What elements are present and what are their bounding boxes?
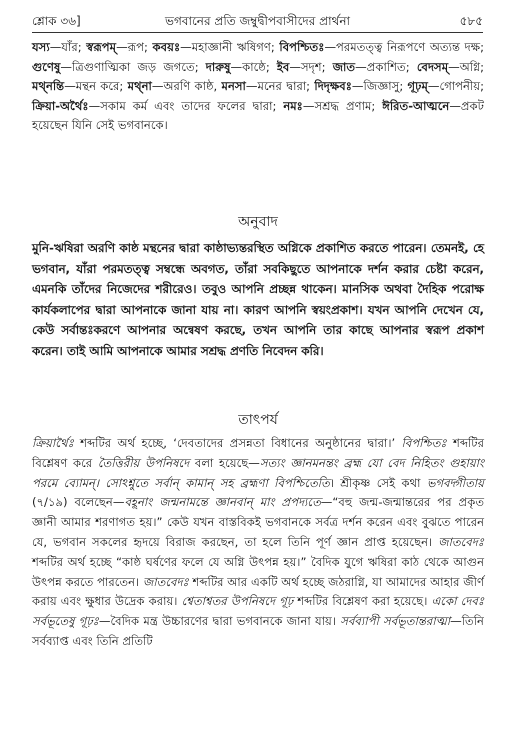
sanskrit-term: বিপশ্চিতঃ <box>401 436 447 450</box>
term: দিদৃক্ষবঃ <box>314 79 352 93</box>
meaning: —মন্থন করে; <box>64 79 128 93</box>
purport-block <box>32 434 484 652</box>
word-meanings-paragraph <box>32 38 484 136</box>
sanskrit-quote: বহূনাং জন্মনামন্তে জ্ঞানবান্ মাং প্রপদ্যতে <box>124 495 321 510</box>
meaning: —কাষ্ঠে; <box>230 59 277 74</box>
meaning: —মনের দ্বারা; <box>245 79 315 93</box>
sanskrit-term: সর্বব্যাপী সর্বভূতান্তরাত্মা <box>340 614 451 629</box>
purport-text: —তিনি সর্বব্যাপ্ত এবং তিনি প্রতিটি <box>32 614 484 648</box>
term: ঈরিত-আত্মনে <box>382 98 450 113</box>
scripture-name: ভগবদ্গীতায় <box>426 475 484 490</box>
purport-text: শব্দটির বিশ্লেষণ করে <box>32 436 484 470</box>
term: যস্য <box>32 40 50 54</box>
term: মনসা <box>221 79 246 93</box>
scripture-name: শ্বেতাশ্বতর উপনিষদে <box>181 594 276 609</box>
meaning: —অরণি কাষ্ঠ, <box>151 79 222 93</box>
meaning: —জিজ্ঞাসু; <box>351 79 408 93</box>
meaning: —যাঁর; <box>49 40 87 54</box>
purport-text: শব্দটির অর্থ হচ্ছে “কাষ্ঠ ঘর্ষণের ফলে যে অগ্নি উৎপন্ন হয়।” বৈদিক যুগে ঋষিরা কাঠ থেকে আগুন উৎপন্ন করতে পারতেন। <box>32 554 484 589</box>
page-header <box>32 12 483 30</box>
term: বেদসম্ <box>416 59 449 74</box>
purport-text: শব্দটির আর একটি অর্থ হচ্ছে জঠরাগ্নি, যা আমাদের আহার জীর্ণ করায় এবং ক্ষুধার উদ্রেক করায়। <box>32 574 484 609</box>
meaning: —রূপ; <box>116 40 153 54</box>
term: স্বরূপম্ <box>86 40 117 54</box>
meaning: —প্রকট হয়েছেন যিনি সেই ভগবানকে। <box>32 98 484 132</box>
meaning: —সদৃশ; <box>289 59 333 74</box>
translation-heading: অনুবাদ <box>238 214 278 230</box>
translation-block <box>32 238 484 361</box>
sanskrit-term: জাতবেদঃ <box>142 574 189 589</box>
term: বিপশ্চিতঃ <box>279 40 325 54</box>
meaning: —ত্রিগুণাত্মিকা জড় জগতে; <box>60 59 206 74</box>
term: ইব <box>276 59 290 74</box>
purport-text: (৭/১৯) বলেছেন— <box>32 495 125 510</box>
term: গুণেষু <box>32 59 61 74</box>
meaning: —পরমতত্ত্ব নিরূপণে অত্যন্ত দক্ষ; <box>324 40 484 54</box>
sanskrit-quote: সত্যং জ্ঞানমনন্তং ব্রহ্ম যো বেদ নিহিতং গুহায়াং পরমে ব্যোমন্। সোঽশ্নুতে সর্বান্ কামান্ সহ ব্রহ্মণা বিপশ্চিতেতি <box>32 455 485 490</box>
term: নমঃ <box>283 98 303 113</box>
purport-text: শব্দটির অর্থ হচ্ছে, ‘দেবতাদের প্রসন্নতা বিধানের অনুষ্ঠানের দ্বারা।’ <box>73 436 402 450</box>
verse-number: শ্লোক ৩৬] <box>32 14 81 28</box>
term: জাত <box>332 59 356 74</box>
purport-text: । শ্রীকৃষ্ণ সেই কথা <box>329 475 427 490</box>
page-number: ৫৮৫ <box>459 14 483 28</box>
running-title: ভগবানের প্রতি জম্বুদ্বীপবাসীদের প্রার্থনা <box>165 14 350 28</box>
meaning: —প্রকাশিত; <box>355 59 417 74</box>
translation-text: মুনি-ঋষিরা অরণি কাষ্ঠ মন্থনের দ্বারা কাষ্ঠাভ্যন্তরস্থিত অগ্নিকে প্রকাশিত করতে পারেন। তেমনই, হে ভগবান, যাঁরা পরমতত্ত্ব সম্বন্ধে অবগত, তাঁরা সবকিছুতে আপনাকে দর্শন করার চেষ্টা করেন, এমনকি তাঁদের নিজেদের শরীরেও। তবুও আপনি প্রচ্ছন্ন থাকেন। মানসিক অথবা দৈহিক পরোক্ষ কার্যকলাপের দ্বারা আপনাকে জানা যায় না। কারণ আপনি স্বয়ংপ্রকাশ। যখন আপনি দেখেন যে, কেউ সর্বান্তঃকরণে আপনার অন্বেষণ করছে, তখন আপনি তার কাছে আপনার স্বরূপ প্রকাশ করেন। তাই আমি আপনাকে আমার সশ্রদ্ধ প্রণতি নিবেদন করি। <box>32 241 484 358</box>
purport-paragraph <box>32 434 484 652</box>
scripture-name: তৈত্তিরীয় উপনিষদে <box>97 455 190 470</box>
word-meanings <box>32 38 484 136</box>
meaning: —সশ্রদ্ধ প্রণাম; <box>302 98 383 113</box>
term: কবয়ঃ <box>152 40 181 54</box>
sanskrit-term: ক্রিয়ার্থৈঃ <box>32 436 74 450</box>
term: ক্রিয়া-অর্থৈঃ <box>32 98 89 113</box>
term: মথ্নন্তি <box>32 79 65 93</box>
sanskrit-quote: একো দেবঃ সর্বভূতেষু গূঢ়ঃ <box>32 594 484 629</box>
purport-text: —বৈদিক মন্ত্র উচ্চারণের দ্বারা ভগবানকে জানা যায়। <box>98 614 341 629</box>
term: গূঢ়ম্ <box>407 79 428 93</box>
sanskrit-term: গূঢ় <box>279 594 294 609</box>
term: মথ্না <box>127 79 152 93</box>
meaning: —সকাম কর্ম এবং তাদের ফলের দ্বারা; <box>88 98 284 113</box>
purport-text: বলা হয়েছে— <box>189 455 260 470</box>
purport-text: শব্দটির বিশ্লেষণ করা হয়েছে। <box>293 594 432 609</box>
meaning: —অগ্নি; <box>448 59 484 74</box>
purport-text: —“বহু জন্ম-জন্মান্তরের পর প্রকৃত জ্ঞানী আমার শরণাগত হয়।” কেউ যখন বাস্তবিকই ভগবানকে সর্বত্র দর্শন করেন এবং বুঝতে পারেন যে, ভগবান সকলের হৃদয়ে বিরাজ করছেন, তা হলে তিনি পূর্ণ জ্ঞান প্রাপ্ত হয়েছেন। <box>32 495 485 549</box>
purport-heading: তাৎপর্য <box>238 412 278 428</box>
term: দারুষু <box>205 59 231 74</box>
header-rule <box>32 32 483 33</box>
meaning: —গোপনীয়; <box>427 79 484 93</box>
meaning: —মহাজ্ঞানী ঋষিগণ; <box>180 40 280 54</box>
sanskrit-term: জাতবেদঃ <box>438 534 484 549</box>
